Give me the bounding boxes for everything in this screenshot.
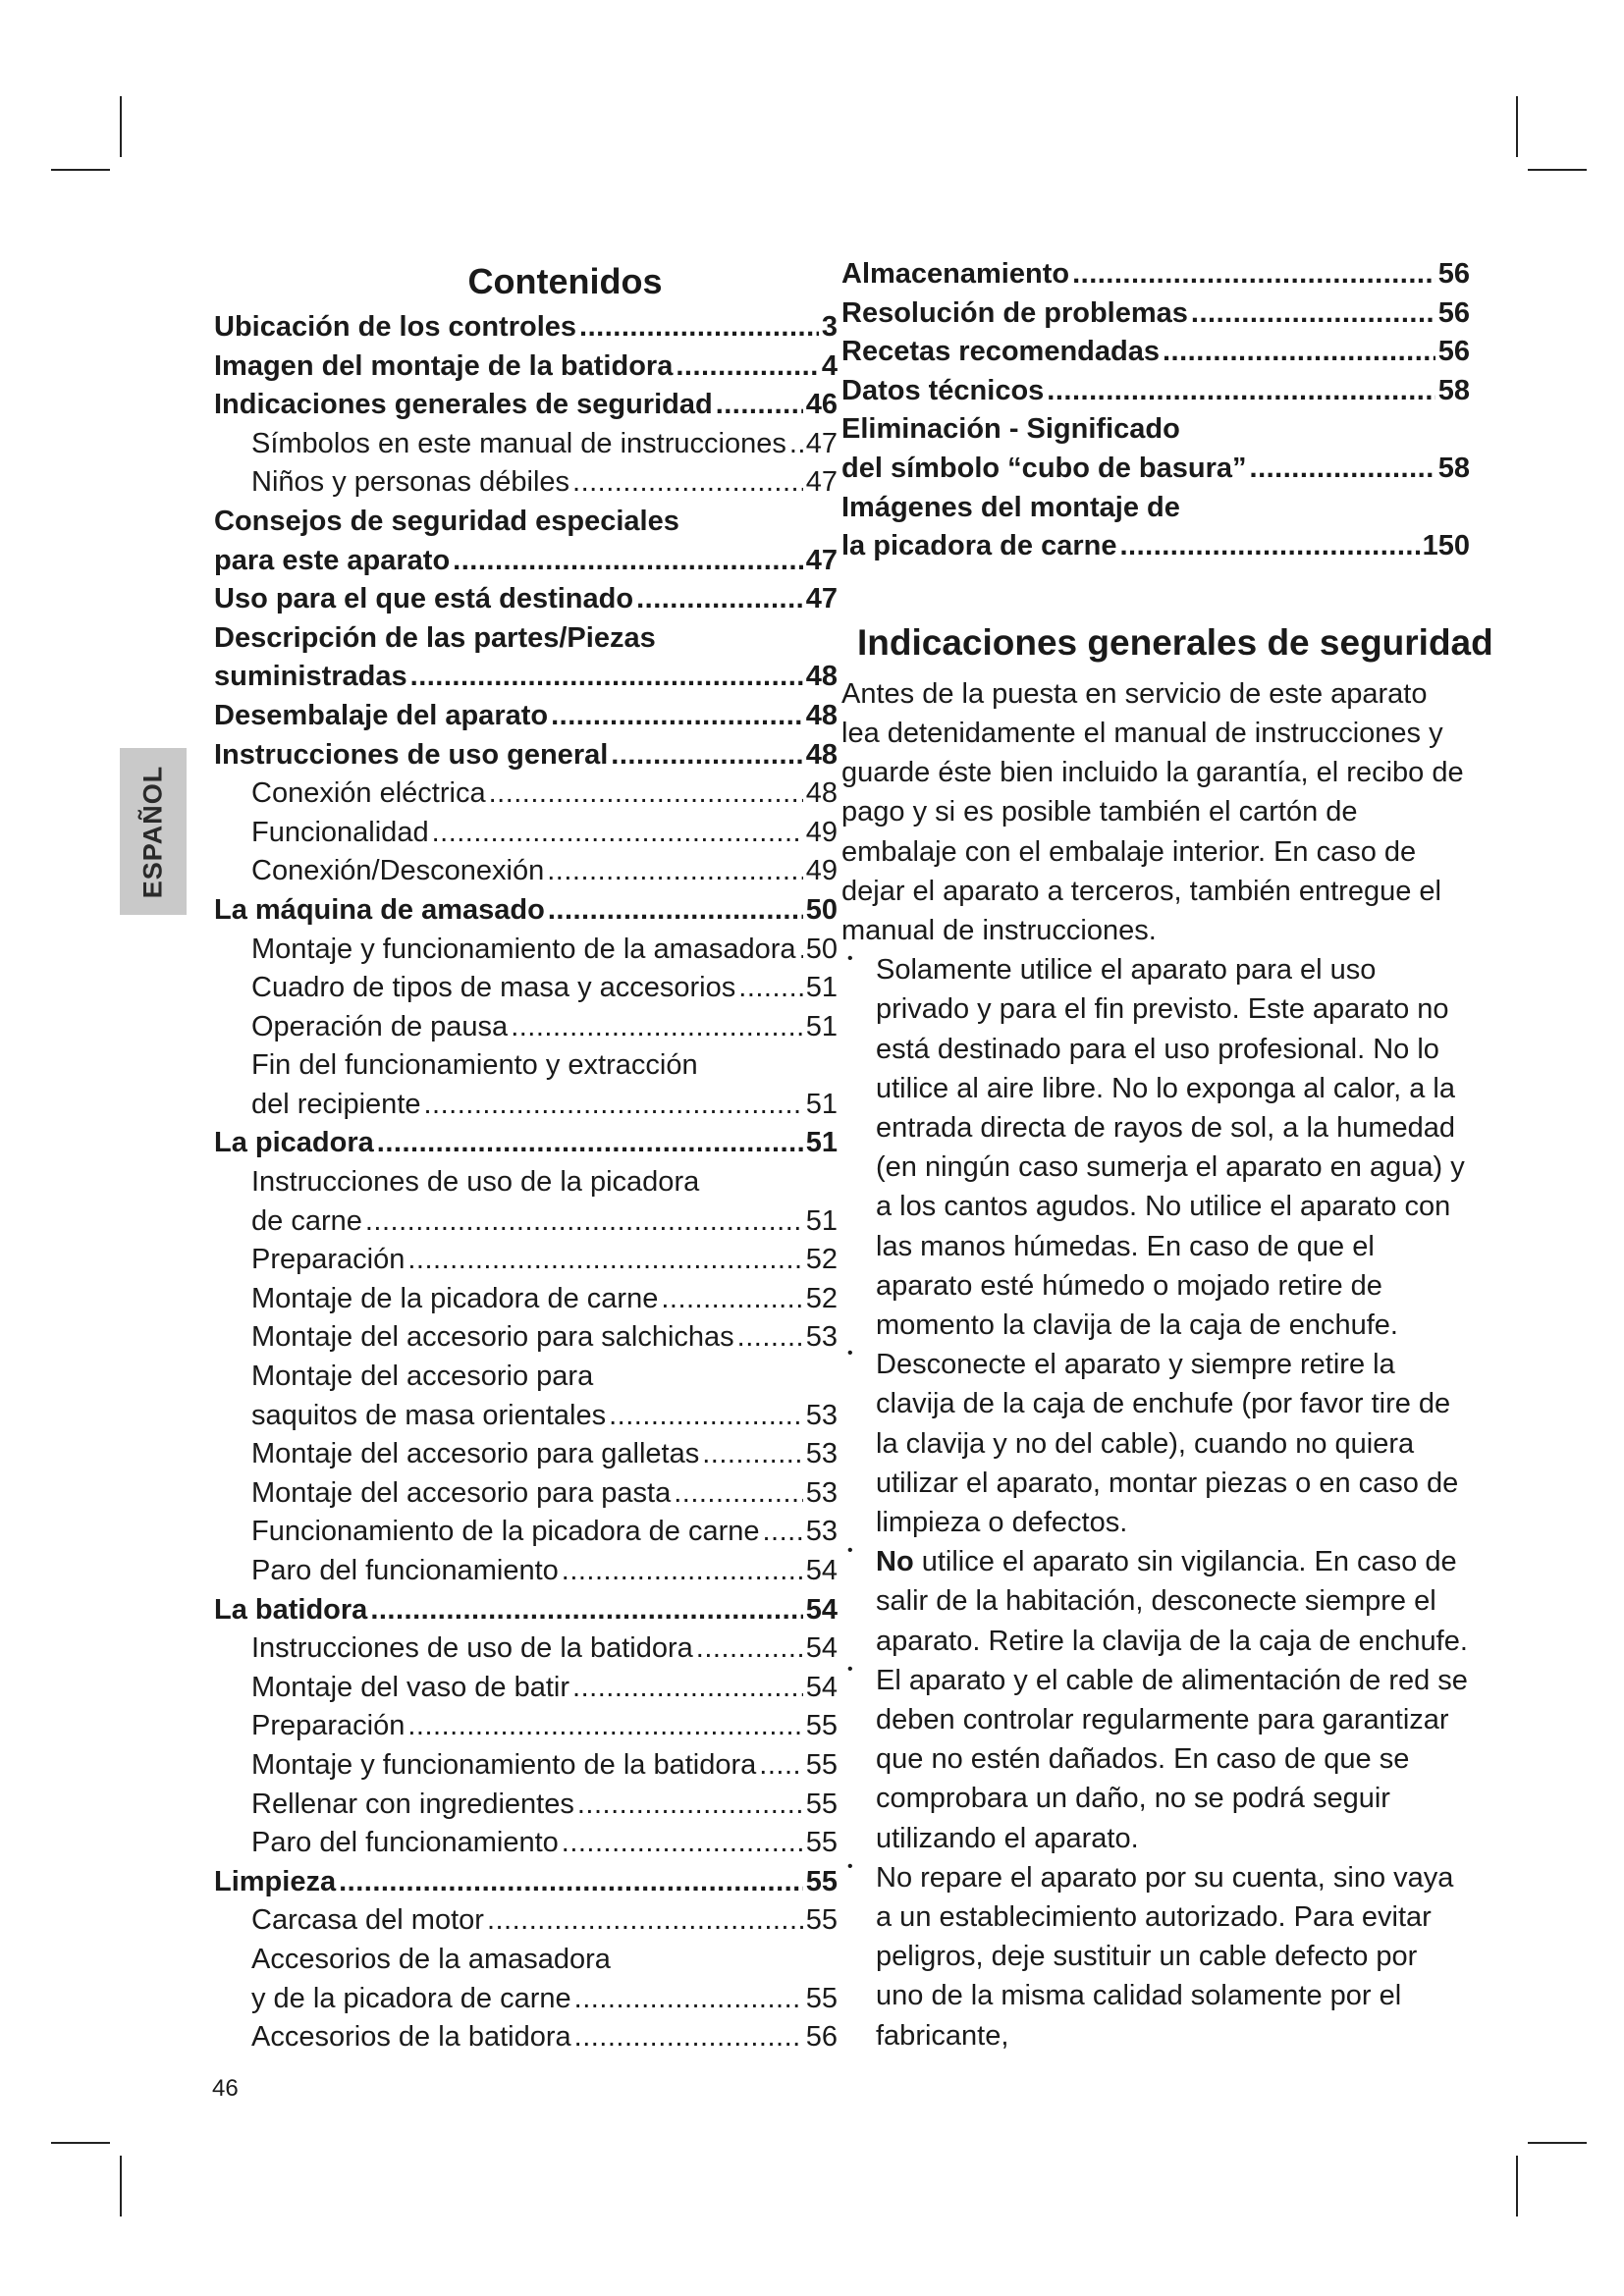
bullet-icon: •: [847, 1660, 853, 1678]
bullet-lead: No: [876, 1546, 914, 1578]
bullet-text: [876, 1858, 1470, 2056]
crop-mark: [120, 2156, 122, 2216]
toc-entry-text: del recipiente: [251, 1088, 421, 1120]
toc-entry-page: 58: [1437, 374, 1470, 406]
toc-entry-text: Paro del funcionamiento: [251, 1827, 559, 1859]
toc-entry: [214, 1591, 838, 1630]
toc-entry-page: 53: [805, 1438, 838, 1470]
toc-entry-page: 52: [805, 1282, 838, 1314]
toc-entry-text: Instrucciones de uso general: [214, 738, 609, 771]
crop-mark: [120, 96, 122, 157]
toc-entry-text: Montaje del accesorio para galletas: [251, 1438, 700, 1470]
toc-entry-page: 48: [805, 777, 838, 810]
toc-entry-text: Indicaciones generales de seguridad: [214, 389, 713, 421]
toc-entry: [214, 1474, 838, 1514]
toc-entry-text: Fin del funcionamiento y extracción: [251, 1049, 698, 1082]
toc-entry: [214, 308, 838, 347]
toc-entry: [214, 619, 838, 659]
toc-entry-page: 56: [1437, 296, 1470, 329]
toc-leader-dots: [1047, 372, 1435, 411]
toc-leader-dots: [676, 347, 819, 387]
toc-leader-dots: [548, 891, 803, 931]
toc-entry: [841, 489, 1470, 528]
toc-entry-text: Eliminación - Significado: [841, 413, 1180, 446]
toc-entry-page: 51: [805, 1010, 838, 1042]
toc-entry-text: Conexión eléctrica: [251, 777, 486, 810]
toc-entry-text: Cuadro de tipos de masa y accesorios: [251, 972, 736, 1004]
toc-entry: [841, 294, 1470, 334]
toc-entry-page: 56: [805, 2021, 838, 2054]
toc-entry: [214, 1008, 838, 1047]
toc-entry-page: 53: [805, 1476, 838, 1509]
crop-mark: [51, 2142, 110, 2144]
toc-leader-dots: [572, 1669, 803, 1708]
toc-entry-page: 55: [805, 1982, 838, 2014]
toc-leader-dots: [1163, 333, 1435, 372]
toc-entry-text: La máquina de amasado: [214, 893, 545, 926]
toc-leader-dots: [759, 1746, 802, 1786]
toc-entry-text: la picadora de carne: [841, 530, 1117, 562]
toc-entry-page: 3: [821, 311, 838, 343]
toc-entry-page: 55: [805, 1788, 838, 1820]
toc-entry-page: 51: [805, 1204, 838, 1237]
toc-leader-dots: [737, 1318, 803, 1358]
safety-bullets: [841, 950, 1470, 2056]
toc-entry: [214, 1163, 838, 1202]
bullet-icon: •: [847, 950, 853, 968]
toc-entry-page: 54: [805, 1632, 838, 1665]
toc-leader-dots: [577, 1786, 803, 1825]
toc-entry-text: Datos técnicos: [841, 374, 1045, 406]
toc-entry-page: 49: [805, 855, 838, 887]
toc-leader-dots: [636, 580, 803, 619]
toc-entry-text: del símbolo “cubo de basura”: [841, 452, 1247, 484]
toc-entry: [214, 1435, 838, 1474]
bullet-icon: •: [847, 1345, 853, 1362]
toc-entry-page: 53: [805, 1399, 838, 1431]
toc-entry-page: 47: [805, 583, 838, 615]
toc-leader-dots: [579, 308, 819, 347]
toc-entry-text: Resolución de problemas: [841, 296, 1188, 329]
toc-entry-text: Imagen del montaje de la batidora: [214, 349, 674, 382]
bullet-text: [876, 1661, 1470, 1858]
toc-entry: [214, 814, 838, 853]
toc-entry-page: 49: [805, 816, 838, 848]
toc-entry-page: 56: [1437, 336, 1470, 368]
crop-mark: [51, 169, 110, 171]
toc-entry-page: 51: [805, 972, 838, 1004]
toc-leader-dots: [799, 931, 803, 970]
safety-bullet: [841, 1542, 1470, 1661]
toc-entry: [214, 774, 838, 814]
bullet-text: [876, 1542, 1470, 1661]
toc-leader-dots: [562, 1552, 803, 1591]
toc-entry-text: Descripción de las partes/Piezas: [214, 621, 656, 654]
bullet-text: [876, 950, 1470, 1345]
toc-entry-page: 4: [821, 349, 838, 382]
toc-entry-text: Operación de pausa: [251, 1010, 509, 1042]
toc-entry-text: Instrucciones de uso de la batidora: [251, 1632, 693, 1665]
toc-leader-dots: [453, 542, 803, 581]
toc-leader-dots: [407, 1707, 802, 1746]
toc-entry-page: 52: [805, 1244, 838, 1276]
bullet-icon: •: [847, 1542, 853, 1560]
toc-entry: [214, 1124, 838, 1163]
toc-entry-text: Niños y personas débiles: [251, 466, 570, 499]
toc-entry-page: 53: [805, 1516, 838, 1548]
toc-leader-dots: [1119, 527, 1419, 566]
toc-entry-text: Funcionalidad: [251, 816, 429, 848]
toc-entry: [214, 891, 838, 931]
toc-entry-text: Montaje del accesorio para: [251, 1361, 594, 1393]
toc-list-continued: [841, 255, 1470, 566]
toc-leader-dots: [789, 425, 803, 464]
toc-entry-text: Montaje del vaso de batir: [251, 1671, 570, 1703]
crop-mark: [1516, 96, 1518, 157]
toc-entry: [214, 1513, 838, 1552]
toc-entry: [214, 1863, 838, 1902]
toc-entry: [841, 527, 1470, 566]
toc-entry-text: Accesorios de la amasadora: [251, 1943, 611, 1975]
toc-entry-page: 46: [805, 389, 838, 421]
toc-entry-text: Imágenes del montaje de: [841, 491, 1180, 523]
toc-leader-dots: [339, 1863, 803, 1902]
toc-leader-dots: [562, 1824, 803, 1863]
toc-entry: [214, 1397, 838, 1436]
toc-entry-page: 55: [805, 1904, 838, 1937]
toc-entry: [214, 736, 838, 775]
safety-bullet: [841, 1345, 1470, 1542]
toc-entry-page: 53: [805, 1321, 838, 1354]
toc-leader-dots: [370, 1591, 802, 1630]
toc-entry: [214, 1358, 838, 1397]
toc-entry-page: 48: [805, 738, 838, 771]
toc-entry-page: 150: [1422, 530, 1470, 562]
toc-entry: [214, 542, 838, 581]
toc-entry: [214, 1824, 838, 1863]
toc-entry: [214, 852, 838, 891]
toc-entry-text: Funcionamiento de la picadora de carne: [251, 1516, 760, 1548]
toc-entry-page: 54: [805, 1555, 838, 1586]
toc-leader-dots: [1250, 450, 1435, 489]
toc-entry-text: para este aparato: [214, 544, 451, 576]
safety-bullet: [841, 950, 1470, 1345]
toc-leader-dots: [574, 1980, 803, 2019]
safety-bullet: [841, 1661, 1470, 1858]
toc-entry: [214, 580, 838, 619]
toc-entry: [841, 333, 1470, 372]
toc-leader-dots: [763, 1513, 803, 1552]
toc-entry-text: La batidora: [214, 1593, 368, 1626]
toc-entry: [214, 1941, 838, 1980]
toc-entry-text: Ubicación de los controles: [214, 311, 577, 343]
toc-entry-page: 55: [805, 1748, 838, 1781]
toc-entry-text: y de la picadora de carne: [251, 1982, 571, 2014]
toc-entry: [214, 503, 838, 542]
toc-entry-page: 50: [805, 933, 838, 965]
toc-entry-page: 48: [805, 661, 838, 693]
toc-entry: [214, 1202, 838, 1242]
toc-leader-dots: [432, 814, 803, 853]
toc-entry: [214, 931, 838, 970]
toc-entry: [214, 1241, 838, 1280]
toc-entry-page: 51: [805, 1088, 838, 1120]
toc-entry-text: La picadora: [214, 1127, 374, 1159]
toc-leader-dots: [738, 969, 802, 1008]
toc-leader-dots: [696, 1629, 803, 1669]
toc-leader-dots: [1191, 294, 1435, 334]
safety-section-title: Indicaciones generales de seguridad: [857, 621, 1493, 663]
crop-mark: [1528, 169, 1587, 171]
crop-mark: [1528, 2142, 1587, 2144]
toc-entry-text: Montaje de la picadora de carne: [251, 1282, 659, 1314]
bullet-text: [876, 1345, 1470, 1542]
crop-mark: [1516, 2156, 1518, 2216]
language-side-tab: [120, 748, 187, 915]
toc-entry-text: Instrucciones de uso de la picadora: [251, 1166, 700, 1199]
bullet-body: utilice el aparato sin vigilancia. En caso de salir de la habitación, desconecte siempre el aparato. Retire la clavija de la caja de enchufe.: [876, 1546, 1468, 1657]
toc-leader-dots: [661, 1280, 802, 1319]
toc-entry: [214, 658, 838, 697]
toc-leader-dots: [410, 658, 803, 697]
toc-leader-dots: [365, 1202, 803, 1242]
toc-entry-text: Montaje y funcionamiento de la amasadora: [251, 933, 796, 965]
toc-entry: [214, 1707, 838, 1746]
toc-entry-text: Accesorios de la batidora: [251, 2021, 571, 2054]
toc-entry-text: Montaje del accesorio para pasta: [251, 1476, 672, 1509]
right-column: [841, 255, 1493, 2056]
toc-leader-dots: [489, 774, 803, 814]
toc-leader-dots: [702, 1435, 803, 1474]
toc-leader-dots: [574, 2018, 803, 2057]
toc-entry: [214, 1046, 838, 1086]
toc-leader-dots: [424, 1086, 803, 1125]
toc-entry-text: Símbolos en este manual de instrucciones: [251, 427, 786, 459]
toc-entry-text: Montaje del accesorio para salchichas: [251, 1321, 734, 1354]
toc-entry: [214, 1552, 838, 1591]
toc-leader-dots: [377, 1124, 803, 1163]
toc-entry-text: Rellenar con ingredientes: [251, 1788, 574, 1820]
bullet-body: Desconecte el aparato y siempre retire la clavija de la caja de enchufe (por favor tire de la clavija y no del cable), cuando no quiera utilizar el aparato, montar piezas o en caso de limpieza o defectos.: [876, 1349, 1459, 1539]
toc-entry: [214, 425, 838, 464]
toc-entry: [214, 463, 838, 503]
toc-entry-text: de carne: [251, 1204, 362, 1237]
toc-entry: [214, 1318, 838, 1358]
toc-entry: [214, 386, 838, 425]
language-label: ESPAÑOL: [137, 765, 168, 898]
toc-entry: [214, 1786, 838, 1825]
toc-entry-text: Preparación: [251, 1710, 406, 1742]
toc-entry-page: 55: [805, 1710, 838, 1742]
toc-leader-dots: [611, 736, 802, 775]
toc-entry-page: 47: [805, 466, 838, 499]
toc-entry: [214, 697, 838, 736]
toc-entry-text: Carcasa del motor: [251, 1904, 484, 1937]
toc-entry: [214, 1629, 838, 1669]
toc-entry: [214, 1669, 838, 1708]
toc-entry-text: suministradas: [214, 661, 407, 693]
toc-entry-page: 55: [805, 1865, 838, 1897]
toc-title: Contenidos: [467, 261, 663, 301]
toc-entry-text: Limpieza: [214, 1865, 337, 1897]
safety-bullet: [841, 1858, 1470, 2056]
toc-entry: [841, 450, 1470, 489]
toc-entry-text: Almacenamiento: [841, 258, 1070, 290]
toc-entry-text: saquitos de masa orientales: [251, 1399, 607, 1431]
toc-entry-page: 48: [805, 699, 838, 731]
toc-entry-text: Desembalaje del aparato: [214, 699, 549, 731]
toc-leader-dots: [572, 463, 803, 503]
bullet-body: Solamente utilice el aparato para el uso privado y para el fin previsto. Este aparato no está destinado para el uso profesional. No lo utilice al aire libre. No lo exponga al calor, a la entrada directa de rayos de sol, a la humedad (en ningún caso sumerja el aparato en agua) y a los cantos agudos. No utilice el aparato con las manos húmedas. En caso de que el aparato esté húmedo o mojado retire de momento la clavija de la caja de enchufe.: [876, 954, 1465, 1341]
toc-entry: [214, 1280, 838, 1319]
bullet-body: El aparato y el cable de alimentación de red se deben controlar regularmente para garantizar que no estén dañados. En caso de que se comprobara un daño, no se podrá seguir utilizando el aparato.: [876, 1664, 1468, 1854]
toc-entry: [214, 1980, 838, 2019]
toc-entry-page: 58: [1437, 452, 1470, 484]
toc-entry: [214, 1746, 838, 1786]
toc-entry-text: Consejos de seguridad especiales: [214, 505, 679, 537]
toc-leader-dots: [547, 852, 802, 891]
safety-intro: Antes de la puesta en servicio de este aparato lea detenidamente el manual de instrucciones y guarde éste bien incluido la garantía, el recibo de pago y si es posible también el cartón de embalaje con el embalaje interior. En caso de dejar el aparato a terceros, también entregue el manual de instrucciones.: [841, 677, 1464, 946]
page-number: 46: [212, 2075, 239, 2102]
toc-entry: [214, 347, 838, 387]
toc-entry: [841, 410, 1470, 450]
toc-entry: [214, 1086, 838, 1125]
toc-entry-text: Montaje y funcionamiento de la batidora: [251, 1748, 757, 1781]
toc-leader-dots: [511, 1008, 803, 1047]
toc-list: [214, 308, 838, 2057]
toc-entry-page: 55: [805, 1827, 838, 1859]
toc-entry-text: Recetas recomendadas: [841, 336, 1160, 368]
toc-entry-text: Uso para el que está destinado: [214, 583, 634, 615]
toc-leader-dots: [1072, 255, 1435, 294]
toc-leader-dots: [487, 1901, 803, 1941]
toc-leader-dots: [716, 386, 803, 425]
toc-entry-page: 47: [805, 427, 838, 459]
toc-entry-page: 51: [805, 1127, 838, 1159]
toc-entry: [214, 969, 838, 1008]
toc-entry-page: 54: [805, 1671, 838, 1703]
toc-entry-text: Conexión/Desconexión: [251, 855, 545, 887]
toc-entry-page: 50: [805, 893, 838, 926]
toc-leader-dots: [551, 697, 803, 736]
toc-entry-page: 54: [805, 1593, 838, 1626]
toc-left-column: [214, 255, 838, 2057]
toc-leader-dots: [407, 1241, 802, 1280]
bullet-body: No repare el aparato por su cuenta, sino vaya a un establecimiento autorizado. Para evitar peligros, deje sustituir un cable defecto por uno de la misma calidad solamente por el fabricante,: [876, 1861, 1454, 2052]
toc-entry-page: 56: [1437, 258, 1470, 290]
toc-entry: [841, 255, 1470, 294]
toc-entry-text: Preparación: [251, 1244, 406, 1276]
toc-entry: [214, 1901, 838, 1941]
toc-leader-dots: [674, 1474, 803, 1514]
toc-entry: [841, 372, 1470, 411]
toc-entry-text: Paro del funcionamiento: [251, 1555, 559, 1586]
toc-entry-page: 47: [805, 544, 838, 576]
bullet-icon: •: [847, 1857, 853, 1875]
toc-leader-dots: [609, 1397, 803, 1436]
toc-entry: [214, 2018, 838, 2057]
